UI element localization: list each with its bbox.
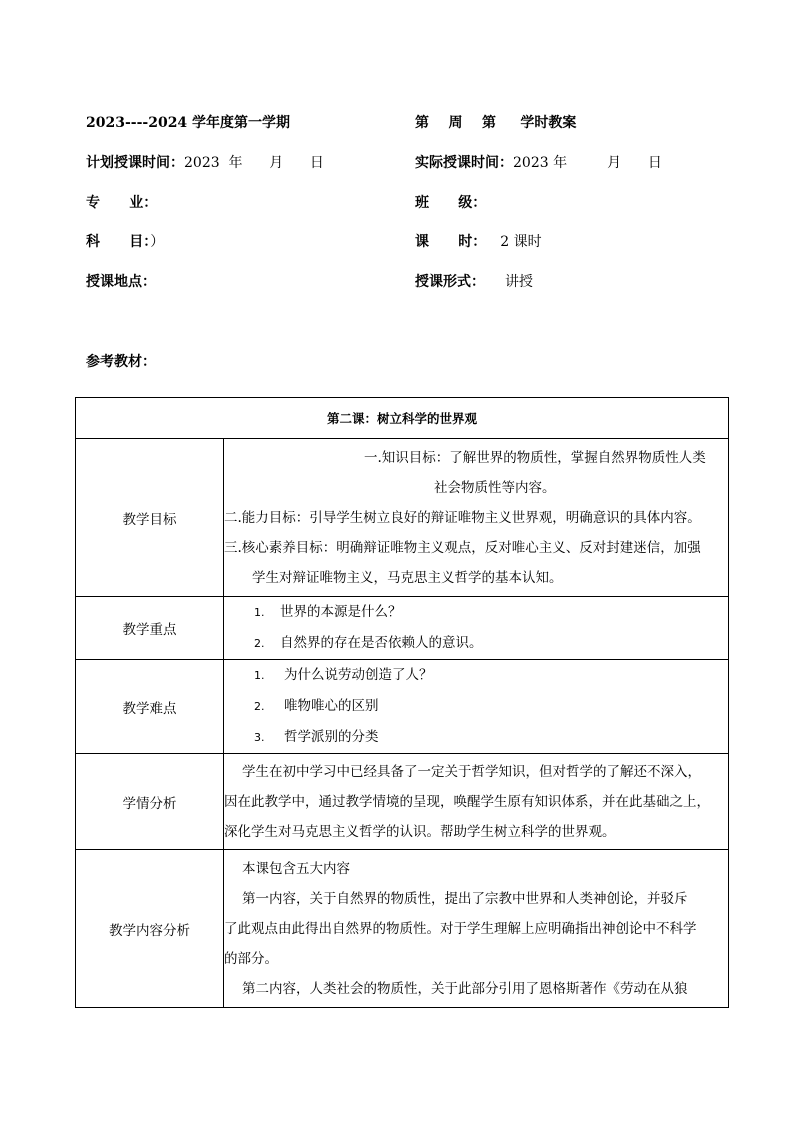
text-line: 本课包含五大内容 [242,860,350,877]
planned-time [86,153,324,173]
form [415,272,533,292]
list-item [224,722,728,753]
row-label: 教学难点 [76,660,224,754]
item-text: 哲学派别的分类 [284,729,379,745]
planned-time-label: 计划授课时间： [86,155,184,171]
row-label: 教学重点 [76,597,224,660]
text-line: 深化学生对马克思主义哲学的认识。帮助学生树立科学的世界观。 [224,823,616,840]
difficulties-content [224,660,729,754]
item-number: 1. [254,669,265,682]
list-item [224,691,728,722]
subject-label: 科 目： [86,234,151,250]
text-line: 社会物质性等内容。 [434,479,556,496]
item-number: 1. [254,606,265,619]
hours-value: 2 课时 [500,234,542,250]
item-text: 唯物唯心的区别 [284,698,379,714]
text-line: 的部分。 [224,950,278,967]
row-label: 学情分析 [76,754,224,850]
text-line: 因在此教学中，通过教学情境的呈现，唤醒学生原有知识体系，并在此基础之上， [224,793,710,810]
table-row [76,754,729,850]
actual-time-label: 实际授课时间： [415,155,513,171]
list-item [224,660,728,691]
text-line: 第一内容，关于自然界的物质性，提出了宗教中世界和人类神创论，并驳斥 [242,890,688,907]
class-label: 班 级： [415,195,487,211]
table-row [76,439,729,597]
text-line: 第二内容，人类社会的物质性，关于此部分引用了恩格斯著作《劳动在从狼 [242,980,688,997]
objectives-content [224,439,729,597]
item-number: 2. [254,637,265,650]
content-analysis-content [224,850,729,1008]
actual-time-value: 2023 年 月 日 [513,155,662,171]
list-item [224,597,728,628]
planned-time-value: 2023 年 月 日 [184,155,324,171]
form-label: 授课形式： [415,274,485,290]
subject-value: ） [150,234,165,250]
text-line: 学生对辩证唯物主义，马克思主义哲学的基本认知。 [252,569,563,586]
lesson-table [75,397,729,1008]
row-label: 教学内容分析 [76,850,224,1008]
text-line: 三.核心素养目标：明确辩证唯物主义观点，反对唯心主义、反对封建迷信，加强 [224,539,701,556]
lesson-title: 第二课：树立科学的世界观 [76,398,729,439]
table-row [76,597,729,660]
semester-heading: 2023----2024 学年度第一学期 [86,115,291,131]
text-line: 一.知识目标：了解世界的物质性，掌握自然界物质性人类 [364,449,706,466]
form-value: 讲授 [505,274,533,290]
row-label: 教学目标 [76,439,224,597]
key-points-content [224,597,729,660]
learner-analysis-content [224,754,729,850]
table-row [76,660,729,754]
lesson-plan-heading: 第 周 第 学时教案 [415,115,577,131]
text-line: 了此观点由此得出自然界的物质性。对于学生理解上应明确指出神创论中不科学 [224,920,697,937]
text-line: 学生在初中学习中已经具备了一定关于哲学知识，但对哲学的了解还不深入， [242,763,701,780]
actual-time [415,153,662,173]
list-item [224,628,728,659]
hours [415,232,542,252]
reference-label: 参考教材： [86,354,156,370]
item-number: 2. [254,700,265,713]
item-text: 为什么说劳动创造了人？ [284,667,433,683]
item-text: 世界的本源是什么？ [280,604,402,620]
text-line: 二.能力目标：引导学生树立良好的辩证唯物主义世界观，明确意识的具体内容。 [224,509,701,526]
major-label: 专 业： [86,195,158,211]
hours-label: 课 时： [415,234,487,250]
item-number: 3. [254,731,265,744]
table-title-row [76,398,729,439]
item-text: 自然界的存在是否依赖人的意识。 [280,635,483,651]
location-label: 授课地点： [86,274,156,290]
table-row [76,850,729,1008]
subject [86,232,164,252]
